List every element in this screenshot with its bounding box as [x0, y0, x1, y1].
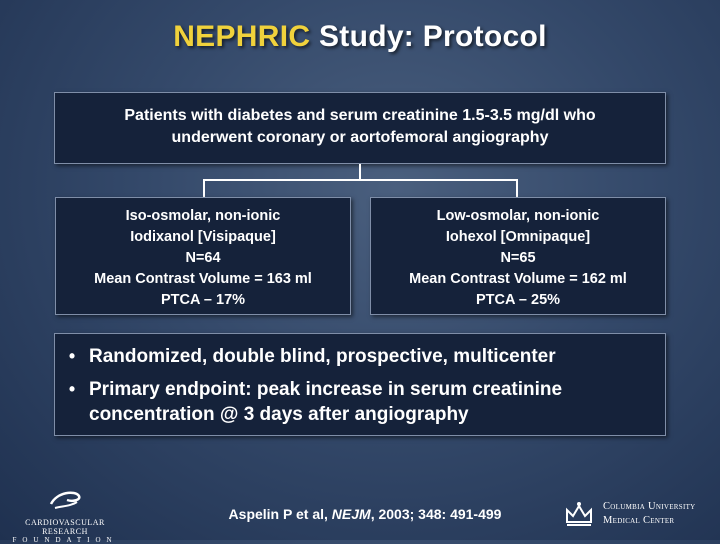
columbia-line-1: Columbia University [603, 501, 696, 512]
crf-name-bottom: FOUNDATION [12, 536, 118, 544]
population-box [54, 92, 666, 164]
connector-left-drop [203, 179, 205, 197]
title-study-name: NEPHRIC [173, 20, 311, 53]
citation-details: , 2003; 348: 491-499 [370, 506, 502, 522]
arm-n: N=64 [185, 250, 221, 266]
columbia-logo [563, 496, 713, 532]
connector-horizontal [203, 179, 518, 181]
citation [195, 506, 535, 522]
bullet-dot-icon: • [68, 346, 76, 366]
arm-contrast-volume: Mean Contrast Volume = 163 ml [94, 271, 312, 287]
crf-logo [10, 488, 120, 544]
columbia-names [603, 500, 696, 528]
bullet-text: Randomized, double blind, prospective, multicenter [89, 346, 556, 367]
connector-right-drop [516, 179, 518, 197]
title-rest: Study: Protocol [310, 20, 547, 53]
bullet-dot-icon: • [68, 379, 76, 399]
arm-class: Low-osmolar, non-ionic [436, 208, 600, 224]
arm-ptca: PTCA – 17% [160, 292, 246, 308]
crf-name-top: CARDIOVASCULAR RESEARCH [25, 518, 105, 536]
arm-box-iodixanol [55, 197, 351, 315]
arm-n: N=65 [500, 250, 536, 266]
arm-ptca: PTCA – 25% [475, 292, 561, 308]
design-bullets-box [54, 333, 666, 436]
arm-contrast-volume: Mean Contrast Volume = 162 ml [409, 271, 627, 287]
bullet-item [55, 344, 655, 369]
arm-box-iohexol [370, 197, 666, 315]
bullet-text: Primary endpoint: peak increase in serum creatinine concentration @ 3 days after angiography [89, 379, 563, 425]
bullet-item [55, 377, 655, 427]
citation-journal: NEJM [331, 506, 371, 522]
population-line-1: Patients with diabetes and serum creatinine 1.5-3.5 mg/dl who [124, 107, 596, 124]
population-line-2: underwent coronary or aortofemoral angiography [171, 129, 549, 146]
connector-stem [359, 164, 361, 180]
arm-drug: Iohexol [Omnipaque] [445, 229, 591, 245]
arm-drug: Iodixanol [Visipaque] [130, 229, 276, 245]
arm-class: Iso-osmolar, non-ionic [125, 208, 281, 224]
citation-authors: Aspelin P et al, [228, 506, 332, 522]
columbia-line-2: Medical Center [603, 515, 675, 526]
crown-icon [563, 498, 595, 530]
crf-swirl-icon [45, 488, 85, 512]
slide-title [0, 20, 720, 54]
